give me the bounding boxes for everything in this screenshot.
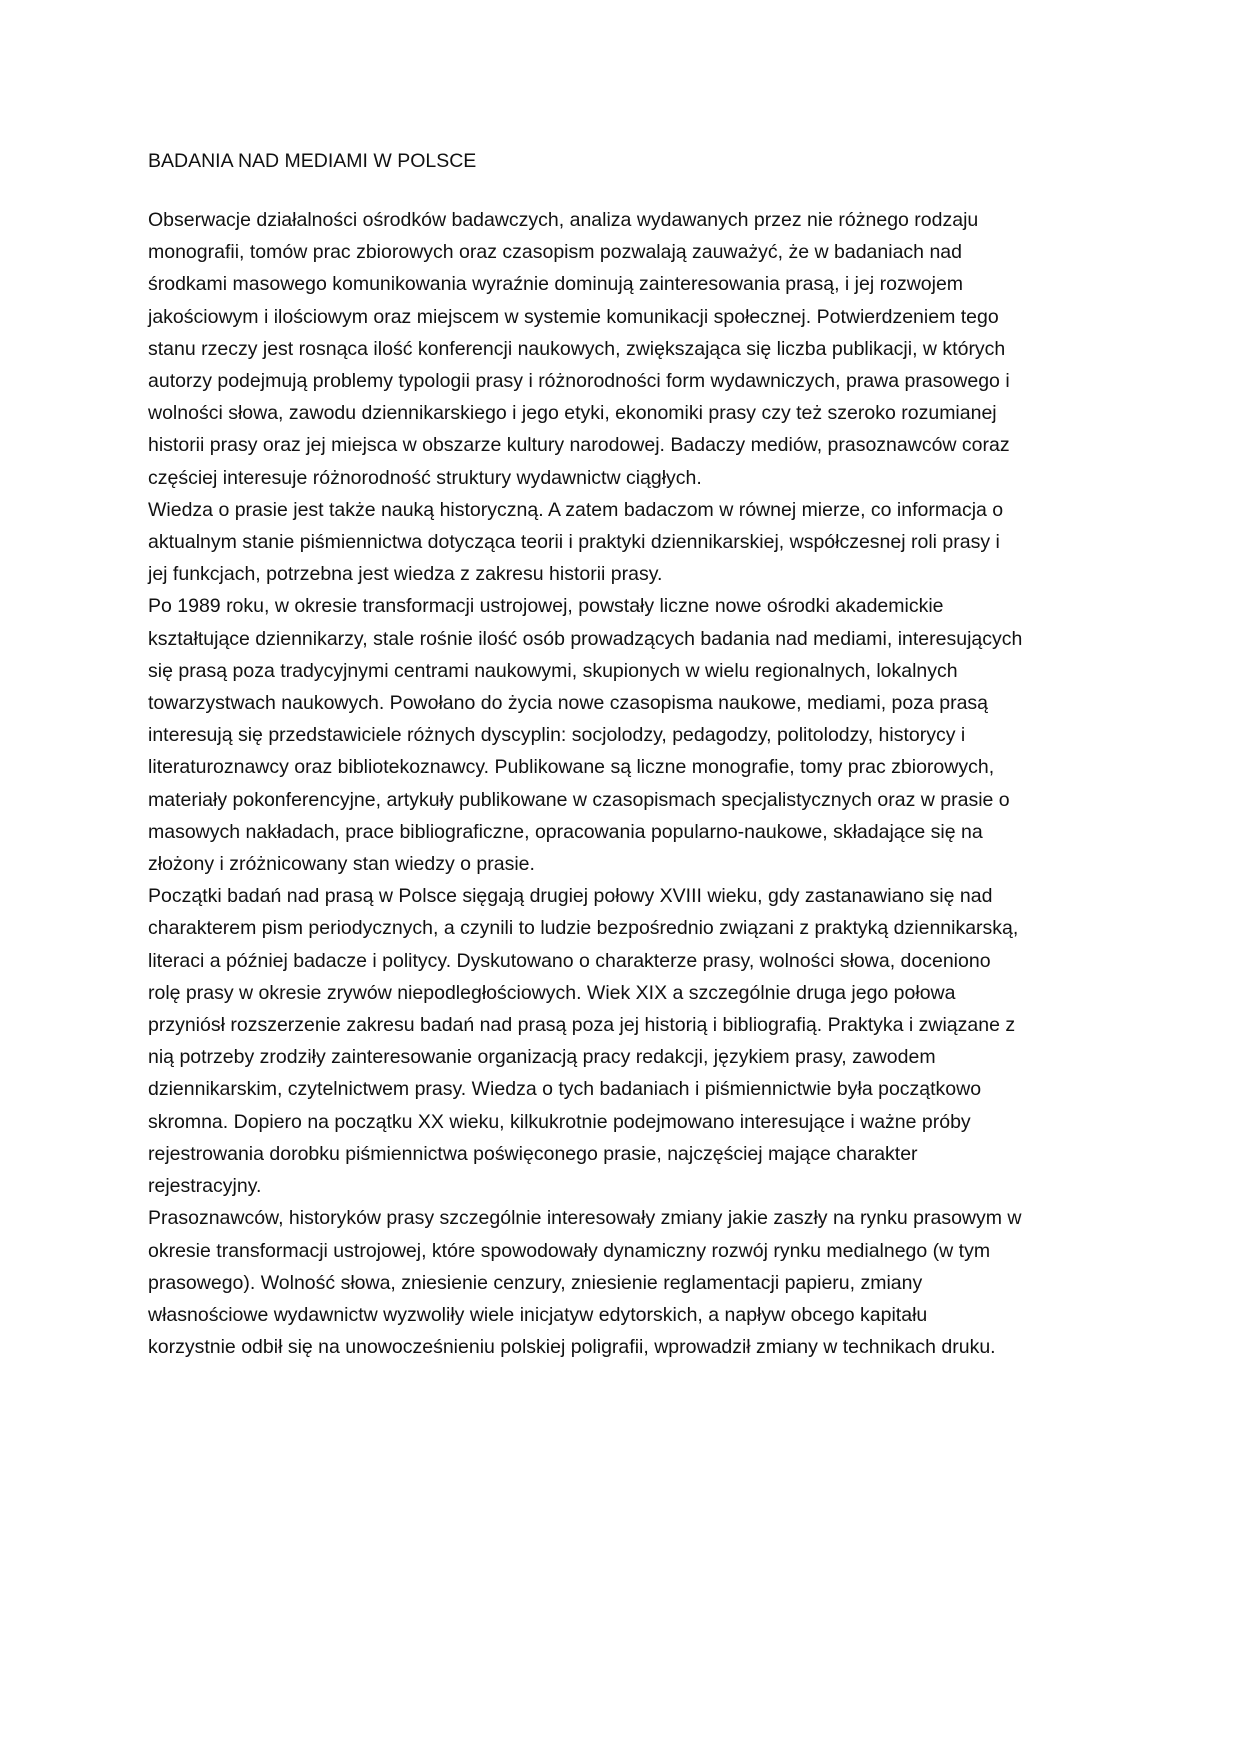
text-line: historii prasy oraz jej miejsca w obszarze kultury narodowej. Badaczy mediów, prasoznawców coraz <box>148 434 1010 457</box>
text-line: jej funkcjach, potrzebna jest wiedza z zakresu historii prasy. <box>148 563 663 586</box>
text-line: Obserwacje działalności ośrodków badawczych, analiza wydawanych przez nie różnego rodzaju <box>148 209 979 231</box>
document-title: BADANIA NAD MEDIAMI W POLSCE <box>148 150 477 172</box>
text-line: środkami masowego komunikowania wyraźnie dominują zainteresowania prasą, i jej rozwojem <box>148 273 964 296</box>
text-line: stanu rzeczy jest rosnąca ilość konferencji naukowych, zwiększająca się liczba publikacji, w których <box>148 337 1006 360</box>
text-line: jakościowym i ilościowym oraz miejscem w systemie komunikacji społecznej. Potwierdzeniem tego <box>148 305 999 328</box>
text-line: Początki badań nad prasą w Polsce sięgają drugiej połowy XVIII wieku, gdy zastanawiano się nad <box>148 885 993 908</box>
paragraph-1 <box>148 204 1098 494</box>
document-body <box>148 148 1098 1363</box>
text-line: monografii, tomów prac zbiorowych oraz czasopism pozwalają zauważyć, że w badaniach nad <box>148 241 962 264</box>
text-line: kształtujące dziennikarzy, stale rośnie ilość osób prowadzących badania nad mediami, interesujących <box>148 627 1023 650</box>
text-line: złożony i zróżnicowany stan wiedzy o prasie. <box>148 853 535 876</box>
text-line: się prasą poza tradycyjnymi centrami naukowymi, skupionych w wielu regionalnych, lokalnych <box>148 659 958 682</box>
text-line: częściej interesuje różnorodność struktury wydawnictw ciągłych. <box>148 466 702 489</box>
text-line: wolności słowa, zawodu dziennikarskiego i jego etyki, ekonomiki prasy czy też szeroko rozumianej <box>148 402 997 425</box>
text-line: rolę prasy w okresie zrywów niepodległościowych. Wiek XIX a szczególnie druga jego połowa <box>148 981 956 1004</box>
text-line: przyniósł rozszerzenie zakresu badań nad prasą poza jej historią i bibliografią. Praktyka i związane z <box>148 1014 1016 1037</box>
text-line: okresie transformacji ustrojowej, które spowodowały dynamiczny rozwój rynku medialnego (w tym <box>148 1239 991 1262</box>
text-line: prasowego). Wolność słowa, zniesienie cenzury, zniesienie reglamentacji papieru, zmiany <box>148 1271 923 1294</box>
text-line: skromna. Dopiero na początku XX wieku, kilkukrotnie podejmowano interesujące i ważne próby <box>148 1110 971 1133</box>
text-line: Wiedza o prasie jest także nauką historyczną. A zatem badaczom w równej mierze, co informacja o <box>148 498 1004 521</box>
text-line: masowych nakładach, prace bibliograficzne, opracowania popularno-naukowe, składające się na <box>148 820 983 843</box>
text-line: autorzy podejmują problemy typologii prasy i różnorodności form wydawniczych, prawa prasowego i <box>148 370 1010 393</box>
text-line: charakterem pism periodycznych, a czynili to ludzie bezpośrednio związani z praktyką dziennikarską, <box>148 917 1019 940</box>
text-line: dziennikarskim, czytelnictwem prasy. Wiedza o tych badaniach i piśmiennictwie była początkowo <box>148 1078 982 1101</box>
text-line: rejestracyjny. <box>148 1175 262 1198</box>
text-line: aktualnym stanie piśmiennictwa dotycząca teorii i praktyki dziennikarskiej, współczesnej roli prasy i <box>148 531 1000 554</box>
text-line: rejestrowania dorobku piśmiennictwa poświęconego prasie, najczęściej mające charakter <box>148 1142 918 1165</box>
paragraph-4 <box>148 880 1098 1202</box>
text-line: towarzystwach naukowych. Powołano do życia nowe czasopisma naukowe, mediami, poza prasą <box>148 692 989 715</box>
paragraph-5 <box>148 1202 1098 1363</box>
text-line: Po 1989 roku, w okresie transformacji ustrojowej, powstały liczne nowe ośrodki akademickie <box>148 595 944 618</box>
paragraph-3 <box>148 590 1098 880</box>
text-line: korzystnie odbił się na unowocześnieniu polskiej poligrafii, wprowadził zmiany w technikach druku. <box>148 1336 996 1359</box>
text-line: Prasoznawców, historyków prasy szczególnie interesowały zmiany jakie zaszły na rynku prasowym w <box>148 1207 1022 1230</box>
text-line: interesują się przedstawiciele różnych dyscyplin: socjolodzy, pedagodzy, politolodzy, historycy i <box>148 724 966 747</box>
text-line: własnościowe wydawnictw wyzwoliły wiele inicjatyw edytorskich, a napływ obcego kapitału <box>148 1303 928 1326</box>
text-line: literaturoznawcy oraz bibliotekoznawcy. Publikowane są liczne monografie, tomy prac zbiorowych, <box>148 756 995 779</box>
text-line: nią potrzeby zrodziły zainteresowanie organizacją pracy redakcji, językiem prasy, zawodem <box>148 1046 936 1069</box>
paragraph-2 <box>148 494 1098 591</box>
text-line: materiały pokonferencyjne, artykuły publikowane w czasopismach specjalistycznych oraz w prasie o <box>148 788 1010 811</box>
text-line: literaci a później badacze i politycy. Dyskutowano o charakterze prasy, wolności słowa, doceniono <box>148 949 991 972</box>
